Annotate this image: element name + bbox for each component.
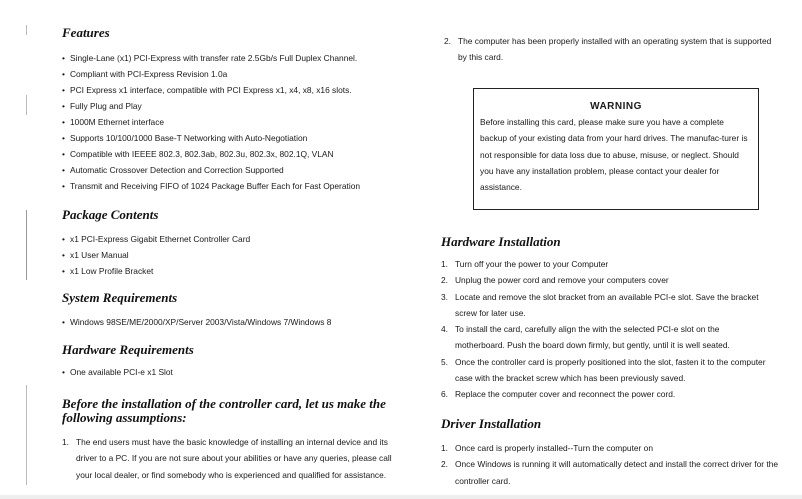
warning-box xyxy=(473,88,759,210)
list-item: • x1 Low Profile Bracket xyxy=(62,263,250,279)
driver-installation-heading: Driver Installation xyxy=(441,416,542,431)
list-item: • One available PCI-e x1 Slot xyxy=(62,364,194,380)
system-list xyxy=(62,314,331,330)
item-text: Locate and remove the slot bracket from an available PCI-e slot. Save the bracket screw for later use. xyxy=(455,291,759,318)
item-text: Once Windows is running it will automatically detect and install the correct driver for the controller card. xyxy=(455,459,779,486)
item-number: 2. xyxy=(441,459,448,470)
hardware-req-section xyxy=(62,343,194,380)
list-item xyxy=(441,386,771,402)
list-item: • Compliant with PCI-Express Revision 1.0a xyxy=(62,66,360,82)
assumptions-section xyxy=(62,397,407,483)
item-number: 5. xyxy=(441,356,448,367)
item-text: The end users must have the basic knowledge of installing an internal device and its driver to a PC. If you are not sure about your abilities or have any queries, please call your local dealer, or find somebody who is experienced and qualified for assistance. xyxy=(76,437,392,480)
list-item: • Compatible with IEEEE 802.3, 802.3ab, 802.3u, 802.3x, 802.1Q, VLAN xyxy=(62,146,360,162)
features-heading: Features xyxy=(62,25,110,40)
warning-text: Before installing this card, please make sure you have a complete backup of your existing data from your hard drives. The manufac-turer is not responsible for data loss due to abuse, misuse, or neglect. Should you have any installation problem, please contact your dealer for assistance. xyxy=(480,117,748,193)
hardware-installation-section xyxy=(441,235,771,403)
item-number: 4. xyxy=(441,324,448,335)
item-number: 2. xyxy=(441,275,448,286)
list-item: • Fully Plug and Play xyxy=(62,98,360,114)
driver-installation-section xyxy=(441,417,791,489)
page-edge xyxy=(0,495,802,499)
item-number: 1. xyxy=(62,437,69,447)
scan-artifact xyxy=(26,210,27,280)
item-number: 3. xyxy=(441,291,448,302)
list-item xyxy=(441,354,771,387)
list-item xyxy=(441,440,791,456)
assumptions-heading: Before the installation of the controller card, let us make the following assumptions: xyxy=(62,396,386,425)
assumptions-list-continued xyxy=(444,33,774,66)
scan-artifact xyxy=(26,95,27,115)
item-text: To install the card, carefully align the with the selected PCI-e slot on the motherboard. Push the board down firmly, but gently, until it is well seated. xyxy=(455,324,730,351)
hardware-installation-list xyxy=(441,256,771,403)
list-item: • x1 User Manual xyxy=(62,247,250,263)
item-text: Once the controller card is properly positioned into the slot, fasten it to the computer case with the bracket screw which has been previously saved. xyxy=(455,356,766,384)
list-item xyxy=(441,321,771,354)
list-item xyxy=(441,289,771,322)
item-text: Turn off your the power to your Computer xyxy=(455,259,609,269)
assumptions-continued xyxy=(444,33,774,66)
hardware-req-heading: Hardware Requirements xyxy=(62,342,194,357)
list-item xyxy=(441,272,771,288)
list-item: • Windows 98SE/ME/2000/XP/Server 2003/Vista/Windows 7/Windows 8 xyxy=(62,314,331,330)
item-number: 2. xyxy=(444,36,451,46)
list-item: • x1 PCI-Express Gigabit Ethernet Controller Card xyxy=(62,231,250,247)
item-text: Once card is properly installed--Turn the computer on xyxy=(455,443,653,453)
warning-title: WARNING xyxy=(590,101,642,112)
assumptions-list xyxy=(62,434,407,483)
features-section xyxy=(62,26,360,194)
features-list xyxy=(62,50,360,194)
list-item xyxy=(441,256,771,272)
list-item: • Single-Lane (x1) PCI-Express with transfer rate 2.5Gb/s Full Duplex Channel. xyxy=(62,50,360,66)
item-text: Unplug the power cord and remove your computers cover xyxy=(455,275,669,286)
item-text: The computer has been properly installed with an operating system that is supported by this card. xyxy=(458,36,772,63)
list-item: • Supports 10/100/1000 Base-T Networking with Auto-Negotiation xyxy=(62,130,360,146)
list-item: • Automatic Crossover Detection and Correction Supported xyxy=(62,162,360,178)
list-item: • Transmit and Receiving FIFO of 1024 Package Buffer Each for Fast Operation xyxy=(62,178,360,194)
scan-artifact xyxy=(26,25,27,35)
item-number: 6. xyxy=(441,389,448,400)
hardware-installation-heading: Hardware Installation xyxy=(441,234,561,249)
driver-installation-list xyxy=(441,440,791,489)
list-item xyxy=(441,456,791,489)
item-number: 1. xyxy=(441,259,448,269)
package-list xyxy=(62,231,250,279)
list-item: • PCI Express x1 interface, compatible with PCI Express x1, x4, x8, x16 slots. xyxy=(62,82,360,98)
item-text: Replace the computer cover and reconnect the power cord. xyxy=(455,389,676,400)
hardware-req-list xyxy=(62,364,194,380)
list-item: • 1000M Ethernet interface xyxy=(62,114,360,130)
list-item xyxy=(62,434,407,483)
item-number: 1. xyxy=(441,443,448,453)
system-heading: System Requirements xyxy=(62,290,178,305)
package-heading: Package Contents xyxy=(62,207,159,222)
list-item xyxy=(444,33,774,66)
system-section xyxy=(62,291,331,330)
package-section xyxy=(62,208,250,279)
scan-artifact xyxy=(26,385,27,485)
